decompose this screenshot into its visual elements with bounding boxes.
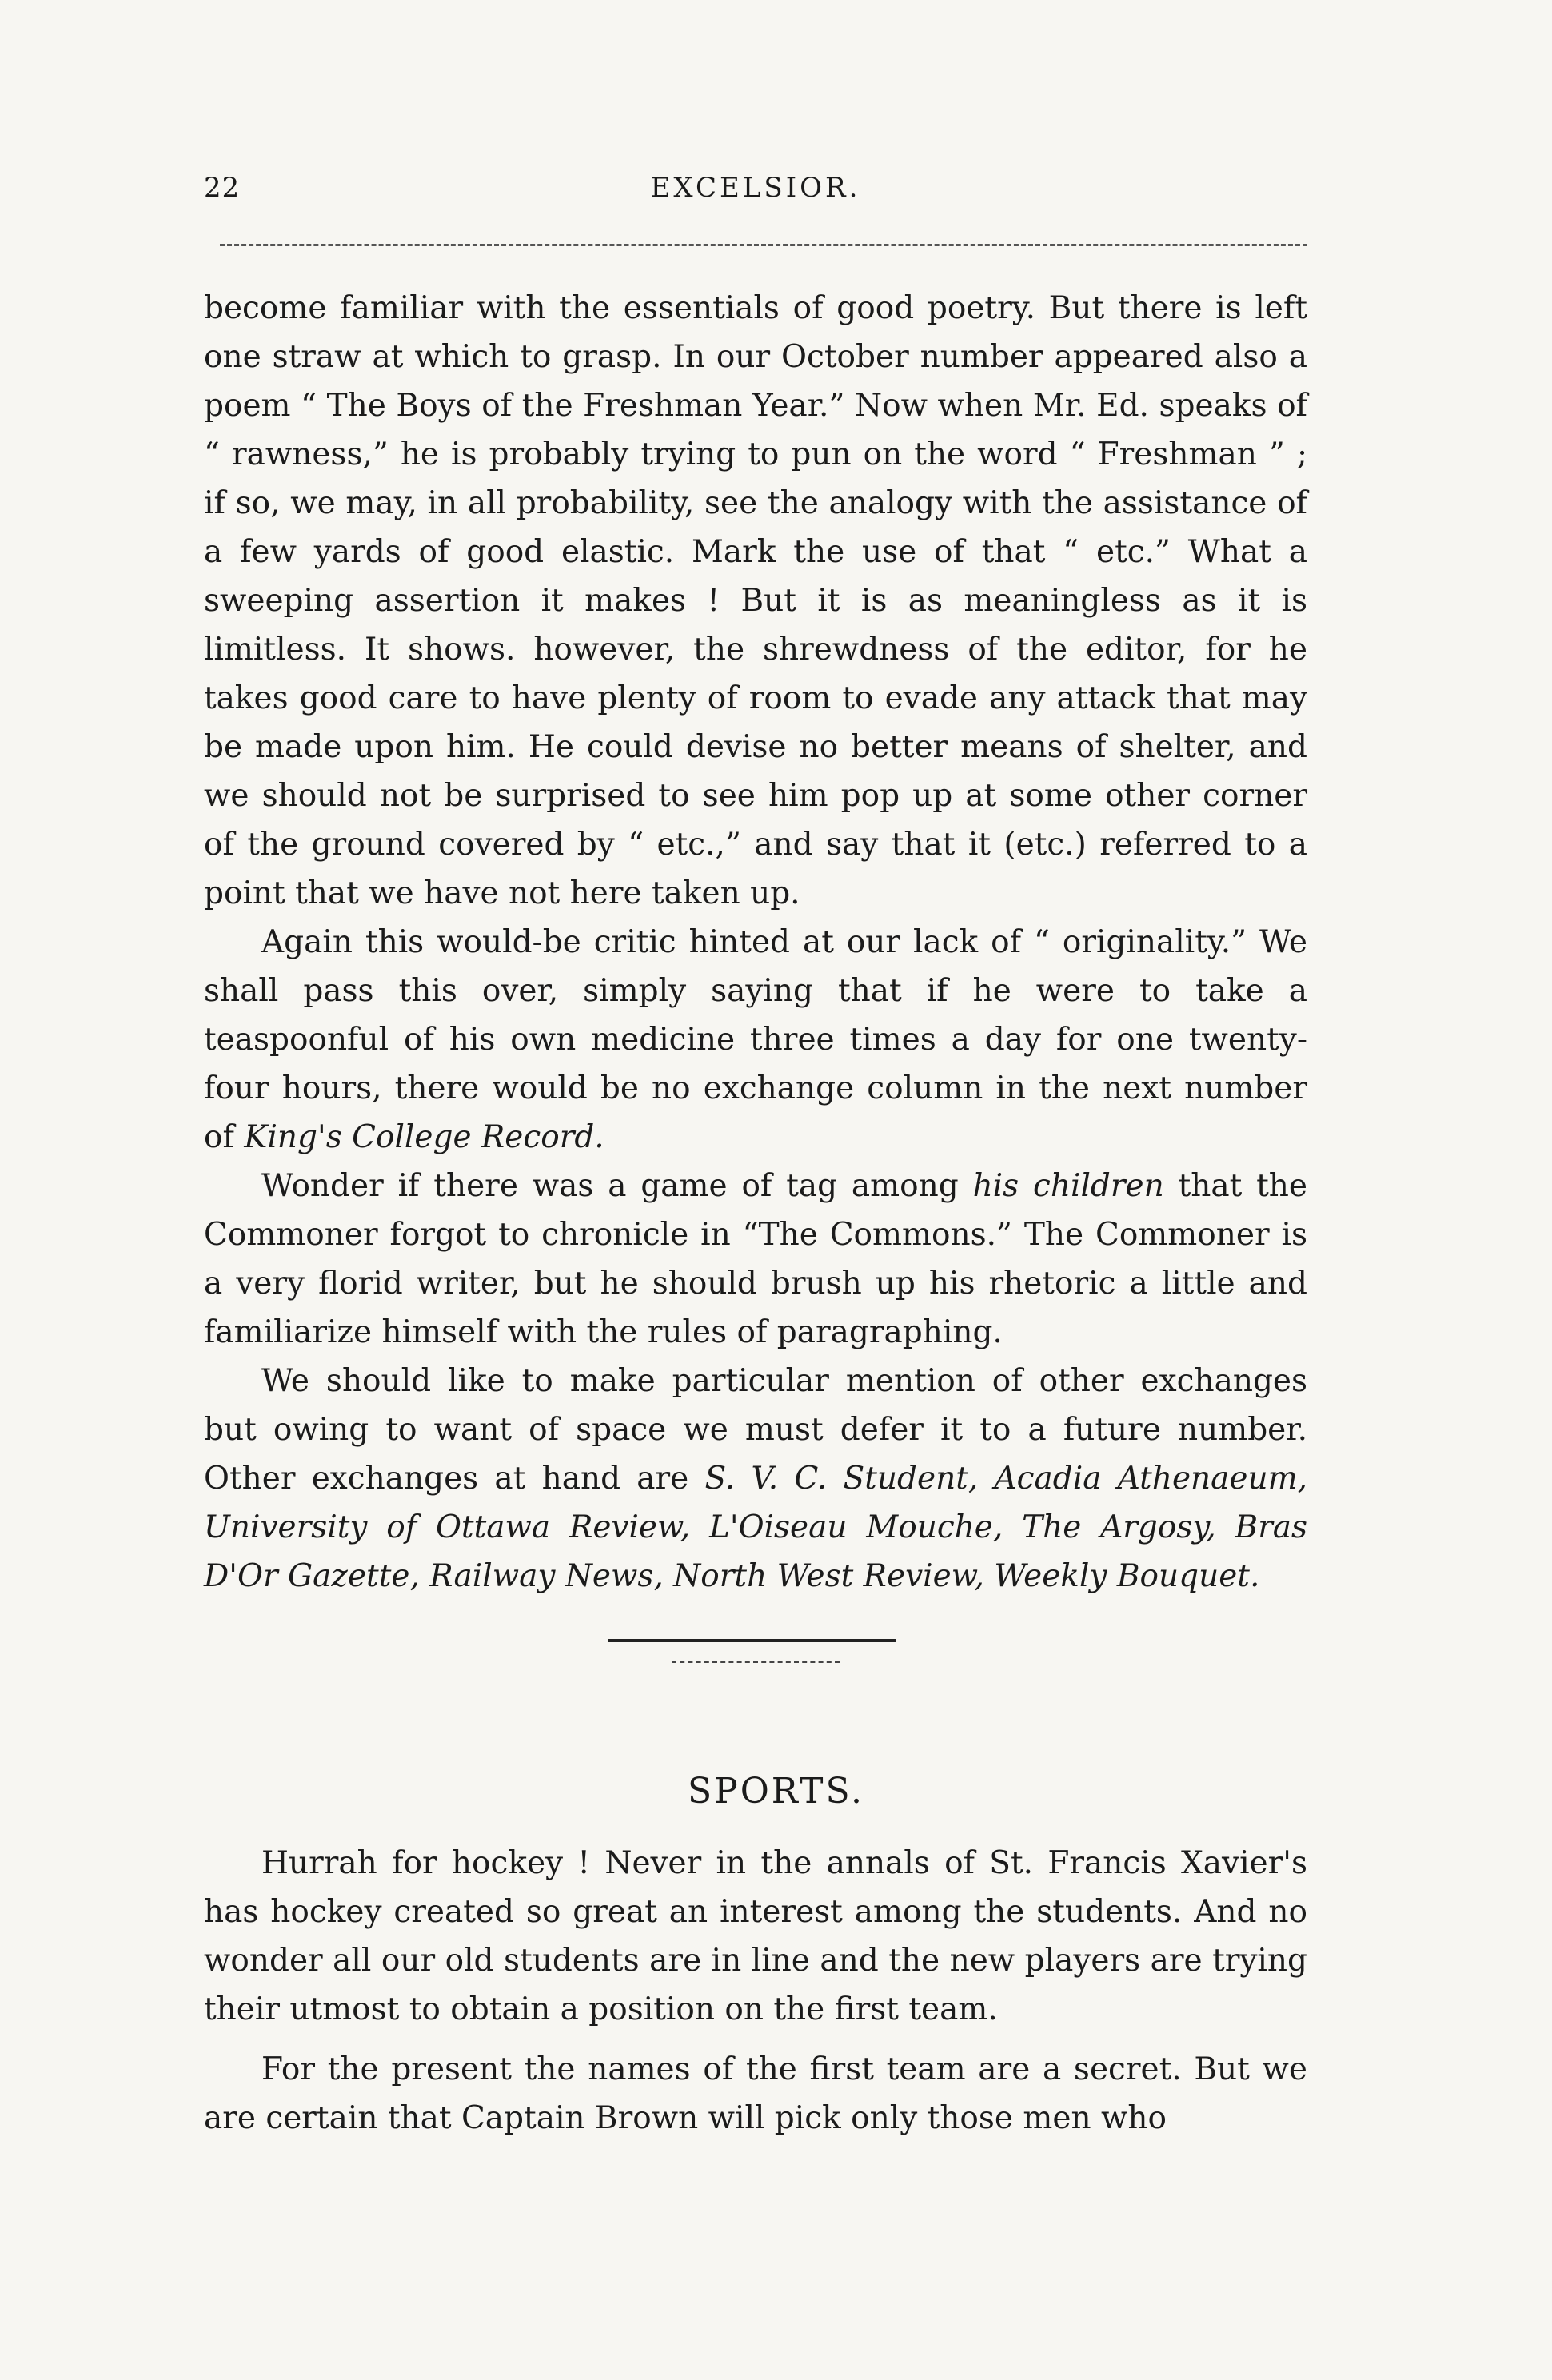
exchanges-paragraph-2-italic: King's College Record. xyxy=(244,1119,604,1155)
exchanges-paragraph-4 xyxy=(204,1357,1307,1601)
page-number: 22 xyxy=(204,172,241,204)
exchanges-paragraph-3-italic: his children xyxy=(972,1168,1164,1204)
exchanges-paragraph-1: become familiar with the essentials of good poetry. But there is left one straw at which to grasp. In our October number appeared also a poem “ The Boys of the Freshman Year.” Now when Mr. Ed. speaks of “ rawness,” he is probably trying to pun on the word “ Freshman ” ; if so, we may, in all probability, see the analogy with the assistance of a few yards of good elastic. Mark the use of that “ etc.” What a sweeping assertion it makes ! But it is as meaningless as it is limitless. It shows. however, the shrewdness of the editor, for he takes good care to have plenty of room to evade any attack that may be made upon him. He could devise no better means of shelter, and we should not be surprised to see him pop up at some other corner of the ground covered by “ etc.,” and say that it (etc.) referred to a point that we have not here taken up. xyxy=(204,290,1307,911)
exchanges-paragraph-3-start: Wonder if there was a game of tag among xyxy=(261,1168,973,1204)
running-title: EXCELSIOR. xyxy=(650,172,861,204)
sports-heading: SPORTS. xyxy=(687,1771,865,1812)
section-divider-dashed xyxy=(672,1661,840,1663)
exchanges-paragraph-2 xyxy=(204,918,1307,1162)
exchanges-paragraph-4-text: We should like to make particular mention of other exchanges but owing to want of space we must defer it to a future number. Other exchanges at hand are xyxy=(204,1363,1307,1497)
exchanges-paragraph-2-text: Again this would-be critic hinted at our lack of “ originality.” We shall pass this over, simply saying that if he were to take a teaspoonful of his own medicine three times a day for one twenty-four hours, there would be no exchange column in the next number of xyxy=(204,924,1307,1155)
exchanges-list-italic: S. V. C. Student, Acadia Athenaeum, University of Ottawa Review, L'Oiseau Mouche, The Argosy, Bras D'Or Gazette, Railway News, North West Review, Weekly Bouquet. xyxy=(204,1461,1307,1594)
sports-paragraph-1: Hurrah for hockey ! Never in the annals of St. Francis Xavier's has hockey created so great an interest among the students. And no wonder all our old students are in line and the new players are trying their utmost to obtain a position on the first team. xyxy=(204,1845,1307,2027)
sports-paragraph-2: For the present the names of the first team are a secret. But we are certain that Captain Brown will pick only those men who xyxy=(204,2051,1307,2136)
sports-section xyxy=(204,1839,1307,2154)
header-rule xyxy=(220,244,1307,246)
page-header xyxy=(204,172,1307,220)
exchanges-paragraph-3 xyxy=(204,1162,1307,1357)
exchanges-paragraph-3-end: that the Commoner forgot to chronicle in “The Commons.” The Commoner is a very florid writer, but he should brush up his rhetoric a little and familiarize himself with the rules of paragraphing. xyxy=(204,1168,1307,1350)
section-divider xyxy=(608,1639,896,1642)
exchanges-section xyxy=(204,284,1307,1601)
